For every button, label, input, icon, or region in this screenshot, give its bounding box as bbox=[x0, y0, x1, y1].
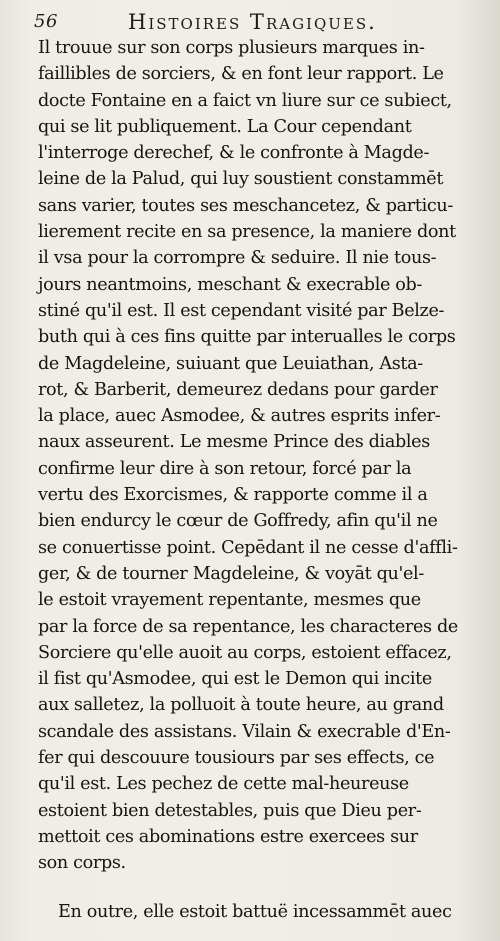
body-text bbox=[38, 35, 490, 925]
text-line: il vsa pour la corrompre & seduire. Il nie tous- bbox=[38, 248, 437, 269]
text-line: le estoit vrayement repentante, mesmes que bbox=[38, 590, 421, 611]
page-number: 56 bbox=[34, 11, 58, 32]
text-line: mettoit ces abominations estre exercees sur bbox=[38, 826, 418, 847]
paragraph-gap bbox=[38, 877, 490, 899]
text-line: qu'il est. Les pechez de cette mal-heureuse bbox=[38, 774, 409, 795]
text-line: estoient bien detestables, puis que Dieu per- bbox=[38, 800, 422, 821]
text-line: stiné qu'il est. Il est cependant visité par Belze- bbox=[38, 300, 445, 321]
text-line: qui se lit publiquement. La Cour cependant bbox=[38, 116, 412, 137]
text-line: il fist qu'Asmodee, qui est le Demon qui incite bbox=[38, 669, 432, 690]
text-line: leine de la Palud, qui luy soustient constammēt bbox=[38, 169, 444, 190]
text-line: docte Fontaine en a faict vn liure sur ce subiect, bbox=[38, 90, 452, 111]
text-line: scandale des assistans. Vilain & execrable d'En- bbox=[38, 721, 451, 742]
text-line: jours neantmoins, meschant & execrable ob- bbox=[38, 274, 423, 295]
text-line: se conuertisse point. Cepēdant il ne cesse d'affli- bbox=[38, 537, 458, 558]
text-line: sans varier, toutes ses meschancetez, & particu- bbox=[38, 195, 453, 216]
text-line: En outre, elle estoit battuë incessammēt auec bbox=[58, 901, 452, 922]
text-line: bien endurcy le cœur de Goffredy, afin qu'il ne bbox=[38, 511, 438, 532]
text-line: aux salletez, la polluoit à toute heure, au grand bbox=[38, 695, 444, 716]
text-line: confirme leur dire à son retour, forcé par la bbox=[38, 458, 412, 479]
text-line: l'interroge derechef, & le confronte à Magde- bbox=[38, 143, 430, 164]
text-line: naux asseurent. Le mesme Prince des diables bbox=[38, 432, 430, 453]
text-line: Sorciere qu'elle auoit au corps, estoient effacez, bbox=[38, 642, 452, 663]
text-line: rot, & Barberit, demeurez dedans pour garder bbox=[38, 379, 438, 400]
text-line: la place, auec Asmodee, & autres esprits infer- bbox=[38, 406, 441, 427]
text-line: ger, & de tourner Magdeleine, & voyāt qu'el- bbox=[38, 563, 424, 584]
text-line: fer qui descouure tousiours par ses effects, ce bbox=[38, 748, 435, 769]
text-line: buth qui à ces fins quitte par interualles le corps bbox=[38, 327, 456, 348]
text-line: lierement recite en sa presence, la maniere dont bbox=[38, 222, 456, 243]
text-line: vertu des Exorcismes, & rapporte comme il a bbox=[38, 485, 428, 506]
text-line: Il trouue sur son corps plusieurs marques in- bbox=[38, 38, 425, 58]
text-line: de Magdeleine, suiuant que Leuiathan, Asta- bbox=[38, 353, 423, 374]
text-line: par la force de sa repentance, les characteres de bbox=[38, 616, 458, 637]
running-title: Histoires Tragiques. bbox=[128, 10, 377, 34]
text-line: faillibles de sorciers, & en font leur rapport. Le bbox=[38, 64, 444, 85]
text-line: son corps. bbox=[38, 853, 126, 874]
running-head bbox=[28, 10, 480, 36]
